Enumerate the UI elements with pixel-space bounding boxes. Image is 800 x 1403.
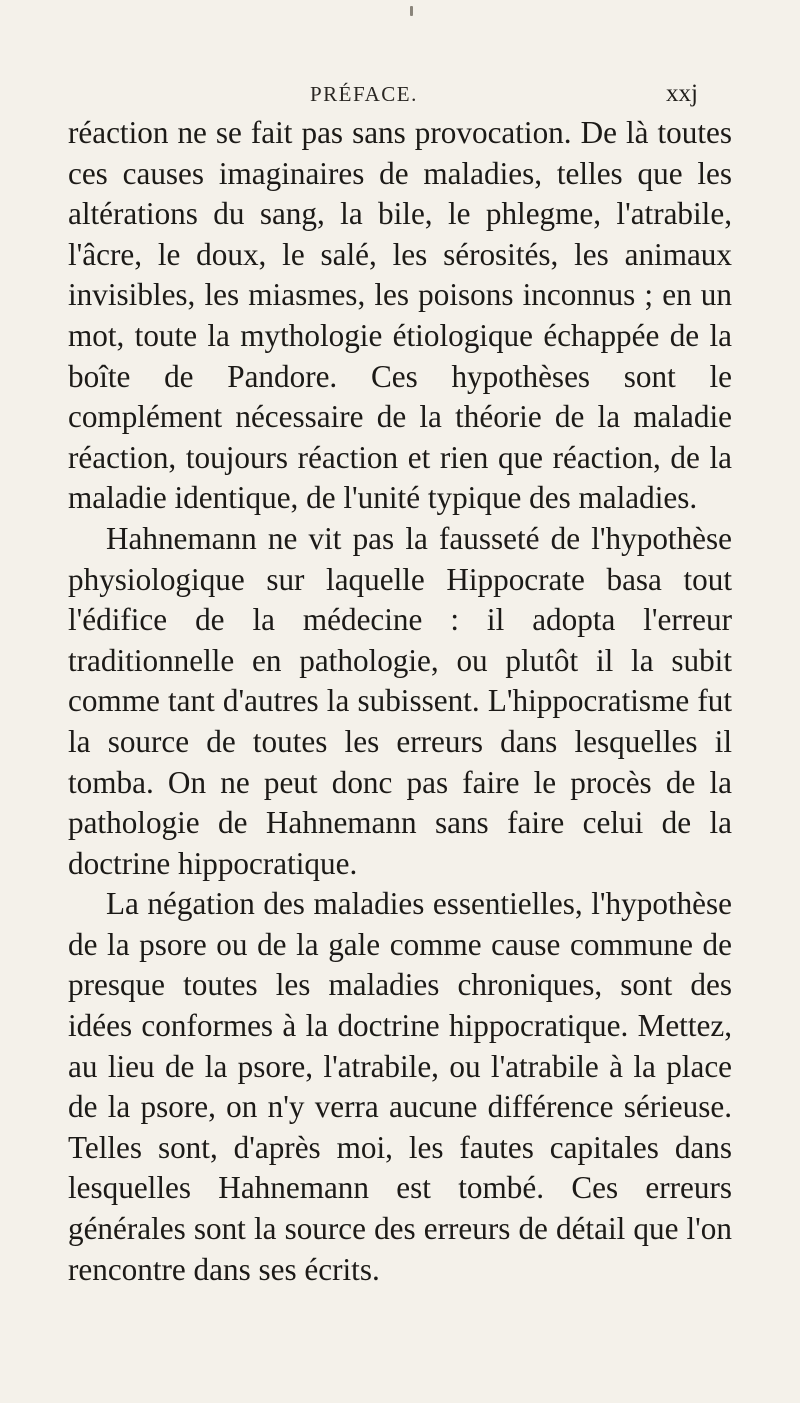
paragraph-2: Hahnemann ne vit pas la fausseté de l'hypothèse physiologique sur laquelle Hippocrate basa tout l'édifice de la médecine : il adopta l'erreur traditionnelle en pathologie, ou plutôt il la subit comme tant d'autres la subissent. L'hippocratisme fut la source de toutes les erreurs dans lesquelles il tomba. On ne peut donc pas faire le procès de la pathologie de Hahnemann sans faire celui de la doctrine hippocratique. [68, 520, 732, 881]
print-mark [410, 6, 413, 16]
running-head: PRÉFACE. [310, 82, 418, 106]
page-number: xxj [666, 80, 698, 107]
paragraph-3: La négation des maladies essentielles, l'hypothèse de la psore ou de la gale comme cause commune de presque toutes les maladies chroniques, sont des idées conformes à la doctrine hippocratique. Mettez, au lieu de la psore, l'atrabile, ou l'atrabile à la place de la psore, on n'y verra aucune différence sérieuse. Telles sont, d'après moi, les fautes capitales dans lesquelles Hahnemann est tombé. Ces erreurs générales sont la source des erreurs de détail que l'on rencontre dans ses écrits. [68, 886, 732, 1287]
paragraph-1: réaction ne se fait pas sans provocation. De là toutes ces causes imaginaires de maladies, telles que les altérations du sang, la bile, le phlegme, l'atrabile, l'âcre, le doux, le salé, les sérosités, les animaux invisibles, les miasmes, les poisons inconnus ; en un mot, toute la mythologie étiologique échappée de la boîte de Pandore. Ces hypothèses sont le complément nécessaire de la théorie de la maladie réaction, toujours réaction et rien que réaction, de la maladie identique, de l'unité typique des maladies. [68, 115, 732, 516]
body-text [68, 113, 732, 1290]
page-header [0, 82, 800, 112]
